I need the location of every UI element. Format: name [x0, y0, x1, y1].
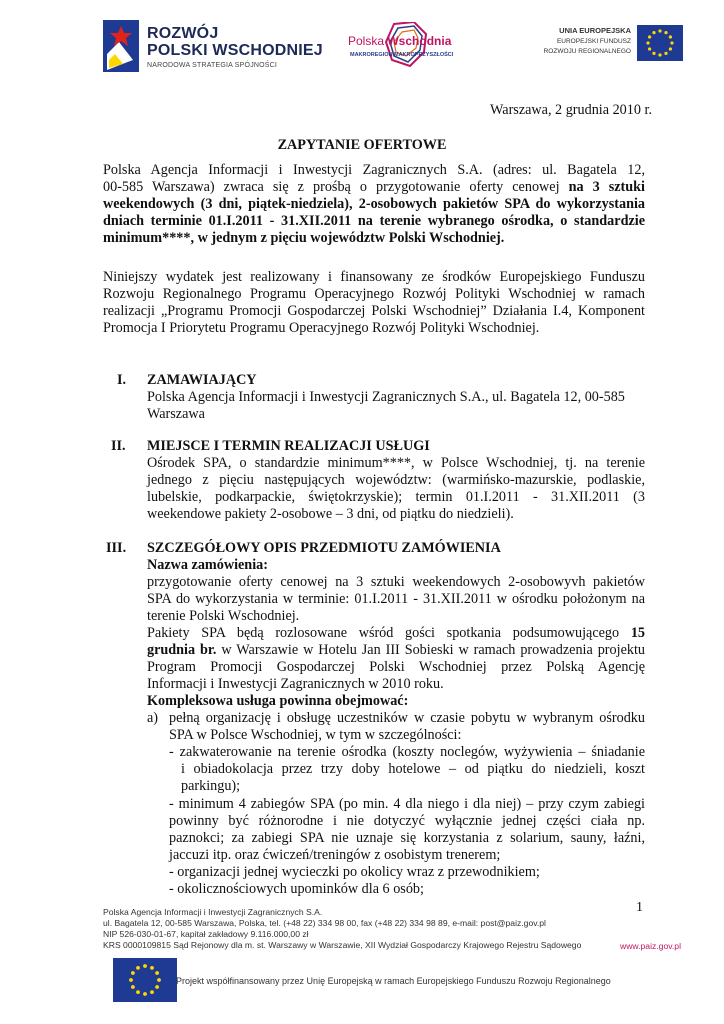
eu-flag-footer-icon: [113, 958, 177, 1002]
para1-line3: weekendowych (3 dni, piątek-niedziela), 2-osobowych pakietów SPA do wykorzystania: [103, 196, 645, 212]
eu-label: UNIA EUROPEJSKA: [559, 26, 631, 35]
order-name-line2: SPA do wykorzystania w terminie: 01.I.2011 - 31.XII.2011 w ośrodku położonym na: [147, 591, 645, 607]
section-2-title: MIEJSCE I TERMIN REALIZACJI USŁUGI: [147, 438, 430, 454]
para1-line4: dniach terminie 01.I.2011 - 31.XII.2011 na terenie wybranego ośrodka, o standardzie: [103, 213, 645, 229]
bullet-spa-line2: powinny być różnorodne i nie dotyczyć wyłącznie jednej części ciała np.: [169, 813, 645, 829]
page-number: 1: [636, 900, 643, 915]
footer-line1: Polska Agencja Informacji i Inwestycji Zagranicznych S.A.: [103, 907, 323, 917]
para2-line2: Rozwoju Regionalnego Programu Operacyjnego Rozwój Polityki Wschodniej w ramach: [103, 286, 645, 302]
section-3-number: III.: [106, 540, 127, 556]
polska-wschodnia-logo: [344, 22, 460, 72]
pw-name-regular: Polska: [348, 34, 388, 48]
packages-line2-text: w Warszawie w Hotelu Jan III Sobieski w ramach prowadzenia projektu: [216, 642, 645, 658]
para2-line4: Promocja I Priorytetu Programu Operacyjnego Rozwój Polityki Wschodniej.: [103, 320, 540, 336]
packages-line1: [147, 625, 645, 642]
section-2-line1: Ośrodek SPA, o standardzie minimum****, w Polsce Wschodniej, tj. na terenie: [147, 455, 645, 471]
polska-wschodnia-name: [348, 34, 451, 48]
strategy-emblem-icon: [103, 20, 139, 72]
packages-line4: Informacji i Inwestycji Zagranicznych w 2010 roku.: [147, 676, 444, 692]
footer-line3: NIP 526-030-01-67, kapitał zakładowy 9.116.000,00 zł: [103, 929, 309, 939]
bullet-gifts: - okolicznościowych upominków dla 6 osób;: [169, 881, 424, 897]
para1-line1: Polska Agencja Informacji i Inwestycji Zagranicznych S.A. (adres: ul. Bagatela 12,: [103, 162, 645, 178]
section-1-title: ZAMAWIAJĄCY: [147, 372, 257, 388]
order-name-heading: Nazwa zamówienia:: [147, 557, 268, 573]
logo-title-line1: ROZWÓJ: [147, 25, 219, 42]
eu-erdf-logo: [533, 25, 683, 65]
section-1-line1: Polska Agencja Informacji i Inwestycji Zagranicznych S.A., ul. Bagatela 12, 00-585: [147, 389, 625, 405]
order-name-line3: terenie Polski Wschodniej.: [147, 608, 300, 624]
footer-company-info: [103, 907, 581, 951]
item-a-line1: pełną organizację i obsługę uczestników w czasie pobytu w wybranym ośrodku: [169, 710, 645, 726]
bullet-trip: - organizacji jednej wycieczki po okolicy wraz z przewodnikiem;: [169, 864, 540, 880]
item-a-marker: a): [147, 710, 159, 726]
footer-website-link[interactable]: www.paiz.gov.pl: [620, 941, 681, 951]
item-a-line2: SPA w Polsce Wschodniej, w tym w szczególności:: [169, 727, 462, 743]
footer-line2: ul. Bagatela 12, 00-585 Warszawa, Polska, tel. (+48 22) 334 98 00, fax (+48 22) 334 98 89, e-mail: post@paiz.gov.pl: [103, 918, 546, 928]
bullet-spa-line1: - minimum 4 zabiegów SPA (po min. 4 dla niego i dla niej) – przy czym zabiegi: [169, 796, 645, 812]
footer-project-note: Projekt współfinansowany przez Unię Europejską w ramach Europejskiego Funduszu Rozwoju Regionalnego: [176, 976, 611, 986]
bullet-spa-line4: jaccuzi itp. oraz ćwiczeń/treningów z osobistym trenerem;: [169, 847, 501, 863]
packages-line1-bold: 15: [630, 625, 645, 641]
para1-line2-bold: na 3 sztuki: [568, 179, 645, 195]
section-2-line2: jednego z pięciu następujących województw: (warmińsko-mazurskie, podlaskie,: [147, 472, 645, 488]
bullet-accommodation-line3: parkingu);: [181, 778, 241, 794]
section-2-number: II.: [111, 438, 126, 454]
packages-line2: [147, 642, 645, 659]
bullet-accommodation-line2: i obiadokolacja przez trzy doby hotelowe – od piątku do niedzieli, koszt: [181, 761, 645, 777]
logo-subtitle: NARODOWA STRATEGIA SPÓJNOŚCI: [147, 62, 278, 69]
polska-wschodnia-tagline: MAKROREGION MAKROPRZYSZŁOŚCI: [350, 52, 454, 58]
rozwoj-polski-wschodniej-logo: [103, 20, 323, 78]
pw-name-bold: Wschodnia: [387, 34, 452, 48]
section-2-line4: weekendowe pakiety 2-osobowe – 3 dni, od piątku do niedzieli).: [147, 506, 514, 522]
section-2-line3: lubelskie, podkarpackie, świętokrzyskie); termin 01.I.2011 - 31.XII.2011 (3: [147, 489, 645, 505]
eu-flag-icon: [637, 25, 683, 61]
para1-line2: [103, 179, 645, 196]
document-date: Warszawa, 2 grudnia 2010 r.: [490, 102, 652, 118]
order-name-line1: przygotowanie oferty cenowej na 3 sztuki weekendowych 2-osobowyvh pakietów: [147, 574, 645, 590]
eu-fund-label-2: ROZWOJU REGIONALNEGO: [543, 48, 631, 55]
section-3-title: SZCZEGÓŁOWY OPIS PRZEDMIOTU ZAMÓWIENIA: [147, 540, 501, 556]
packages-line2-bold: grudnia br.: [147, 642, 217, 658]
section-1-number: I.: [117, 372, 127, 388]
footer-line4: KRS 0000109815 Sąd Rejonowy dla m. st. Warszawy w Warszawie, XII Wydział Gospodarczy Krajowego Rejestru Sądowego: [103, 940, 582, 950]
complex-service-heading: Kompleksowa usługa powinna obejmować:: [147, 693, 409, 709]
bullet-spa-line3: paznokci; za zabiegi SPA nie uznaje się korzystania z solarium, sauny, łaźni,: [169, 830, 645, 846]
section-1-line2: Warszawa: [147, 406, 205, 422]
bullet-accommodation-line1: - zakwaterowanie na terenie ośrodka (koszty noclegów, wyżywienia – śniadanie: [169, 744, 645, 760]
para2-line3: realizacji „Programu Promocji Gospodarczej Polski Wschodniej” Działania I.4, Komponent: [103, 303, 645, 319]
eu-fund-label-1: EUROPEJSKI FUNDUSZ: [556, 38, 631, 45]
para2-line1: Niniejszy wydatek jest realizowany i finansowany ze środków Europejskiego Funduszu: [103, 269, 645, 285]
packages-line1-text: Pakiety SPA będą rozlosowane wśród gości spotkania podsumowującego: [147, 625, 631, 641]
logo-title-line2: POLSKI WSCHODNIEJ: [147, 42, 323, 59]
document-title: ZAPYTANIE OFERTOWE: [277, 137, 447, 153]
packages-line3: Program Promocji Gospodarczej Polski Wschodniej przez Polską Agencję: [147, 659, 645, 675]
para1-line5: minimum****, w jednym z pięciu województw Polski Wschodniej.: [103, 230, 505, 246]
para1-line2-text: 00-585 Warszawa) zwraca się z prośbą o przygotowanie oferty cenowej: [103, 179, 569, 195]
